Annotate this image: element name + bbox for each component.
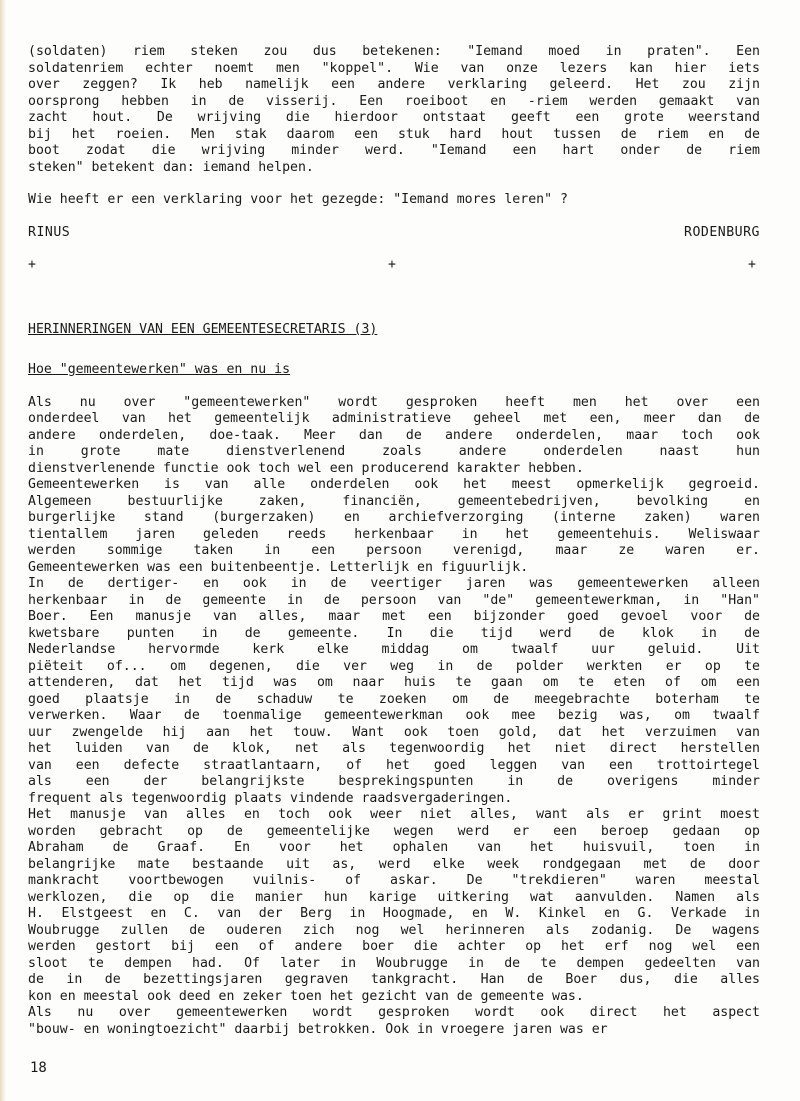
text-line: sloot te dempen had. Of later in Woubrugge in de te dempen gedeelten van <box>28 955 760 971</box>
text-line: goed plaatsje in de schaduw te zoeken om de meegebrachte boterham te <box>28 691 760 707</box>
text-line: Boer. Een manusje van alles, maar met een bijzonder goed gevoel voor de <box>28 609 760 624</box>
text-line: werden gestort bij een of andere boer die achter op het erf nog wel een <box>28 939 760 954</box>
section-separator: + + + <box>28 257 760 272</box>
text-line: oorsprong hebben in de visserij. Een roeiboot en -riem werden gemaakt van <box>28 93 760 109</box>
text-line: belangrijke mate bestaande uit as, werd elke week rondgegaan met de door <box>28 856 760 872</box>
text-line: bij het roeien. Men stak daarom een stuk hard hout tussen de riem en de <box>28 126 760 142</box>
text-line: Als nu over gemeentewerken wordt gesproken wordt ook direct het aspect <box>28 1005 760 1020</box>
text-line: Gemeentewerken is van alle onderdelen ook het meest opmerkelijk gegroeid. <box>28 477 760 492</box>
paper-edge-shadow <box>0 0 6 1101</box>
text-line: in grote mate dienstverlenend zoals andere onderdelen naast hun <box>28 444 760 459</box>
text-line: boot zodat die wrijving minder werd. "Iemand een hart onder de riem <box>28 143 760 158</box>
text-line: frequent als tegenwoordig plaats vindende raadsvergaderingen. <box>28 790 513 806</box>
text-line: burgerlijke stand (burgerzaken) en archiefverzorging (interne zaken) waren <box>28 510 760 525</box>
page-text <box>28 44 760 1038</box>
text-line: Nederlandse hervormde kerk elke middag om twaalf uur geluid. Uit <box>28 642 760 657</box>
author-signature: RINUS RODENBURG <box>28 224 760 240</box>
text-line: over zeggen? Ik heb namelijk een andere verklaring geleerd. Het zou zijn <box>28 77 760 92</box>
text-line: zacht hout. De wrijving die hierdoor ontstaat geeft een grote weerstand <box>28 110 760 125</box>
text-line: Het manusje van alles en toch ook weer niet alles, want als er grint moest <box>28 807 760 822</box>
text-line: Algemeen bestuurlijke zaken, financiën, gemeentebedrijven, bevolking en <box>28 493 760 509</box>
text-line: onderdeel van het gemeentelijk administratieve geheel met een, meer dan de <box>28 411 760 426</box>
text-line: herkenbaar in de gemeente in de persoon van "de" gemeentewerkman, in "Han" <box>28 592 760 608</box>
text-line: worden gebracht op de gemeentelijke wegen werd er een beroep gedaan op <box>28 823 760 839</box>
page-number: 18 <box>30 1060 47 1076</box>
text-line: verwerken. Waar de toenmalige gemeentewerkman ook mee bezig was, om twaalf <box>28 708 760 723</box>
article-subtitle: Hoe "gemeentewerken" was en nu is <box>28 362 291 377</box>
text-line: (soldaten) riem steken zou dus betekenen: "Iemand moed in praten". Een <box>28 44 760 59</box>
text-line: kwetsbare punten in de gemeente. In die tijd werd de klok in de <box>28 625 760 641</box>
text-line: soldatenriem echter noemt men "koppel". Wie van onze lezers kan hier iets <box>28 60 760 76</box>
text-line: van een defecte straatlantaarn, of het goed leggen van een trottoirtegel <box>28 757 760 773</box>
intro-paragraph <box>28 44 760 176</box>
text-line: attenderen, dat het tijd was om naar huis te gaan om te eten of om een <box>28 675 760 690</box>
text-line: steken" betekent dan: iemand helpen. <box>28 159 314 175</box>
text-line: kon en meestal ook deed en zeker toen het gezicht van de gemeente was. <box>28 988 584 1004</box>
text-line: piëteit of... om degenen, die ver weg in de polder werkten er op te <box>28 658 760 674</box>
text-line: mankracht voortbewogen vuilnis- of askar. De "trekdieren" waren meestal <box>28 873 760 888</box>
text-line: het luiden van de klok, net als tegenwoordig het niet direct herstellen <box>28 741 760 756</box>
text-line: werden sommige taken in een persoon verenigd, maar ze waren er. <box>28 543 760 558</box>
text-line: H. Elstgeest en C. van der Berg in Hoogmade, en W. Kinkel en G. Verkade in <box>28 906 760 921</box>
text-line: Woubrugge zullen de ouderen zich nog wel herinneren als zodanig. De wagens <box>28 922 760 938</box>
article-title: HERINNERINGEN VAN EEN GEMEENTESECRETARIS (3) <box>28 321 378 337</box>
text-line: tientallem jaren geleden reeds herkenbaar in het gemeentehuis. Weliswaar <box>28 526 760 542</box>
text-line: uur zwengelde hij aan het touw. Want ook toen gold, dat het verzuimen van <box>28 724 760 740</box>
text-line: In de dertiger- en ook in de veertiger jaren was gemeentewerken alleen <box>28 576 760 591</box>
text-line: de in de bezettingsjaren gegraven tankgracht. Han de Boer dus, die alles <box>28 972 760 987</box>
article-body <box>28 395 760 1039</box>
text-line: "bouw- en woningtoezicht" daarbij betrokken. Ook in vroegere jaren was er <box>28 1021 608 1037</box>
text-line: Abraham de Graaf. En voor het ophalen van het huisvuil, toen in <box>28 840 760 855</box>
question-line: Wie heeft er een verklaring voor het gezegde: "Iemand mores leren" ? <box>28 192 568 207</box>
text-line: dienstverlenende functie ook toch wel een producerend karakter hebben. <box>28 460 584 476</box>
text-line: Als nu over "gemeentewerken" wordt gesproken heeft men het over een <box>28 394 760 410</box>
text-line: werklozen, die op die manier hun karige uitkering wat aanvulden. Namen als <box>28 889 760 905</box>
text-line: Gemeentewerken was een buitenbeentje. Letterlijk en figuurlijk. <box>28 559 529 575</box>
text-line: als een der belangrijkste besprekingspunten in de overigens minder <box>28 774 760 789</box>
text-line: andere onderdelen, doe-taak. Meer dan de andere onderdelen, maar toch ook <box>28 427 760 443</box>
